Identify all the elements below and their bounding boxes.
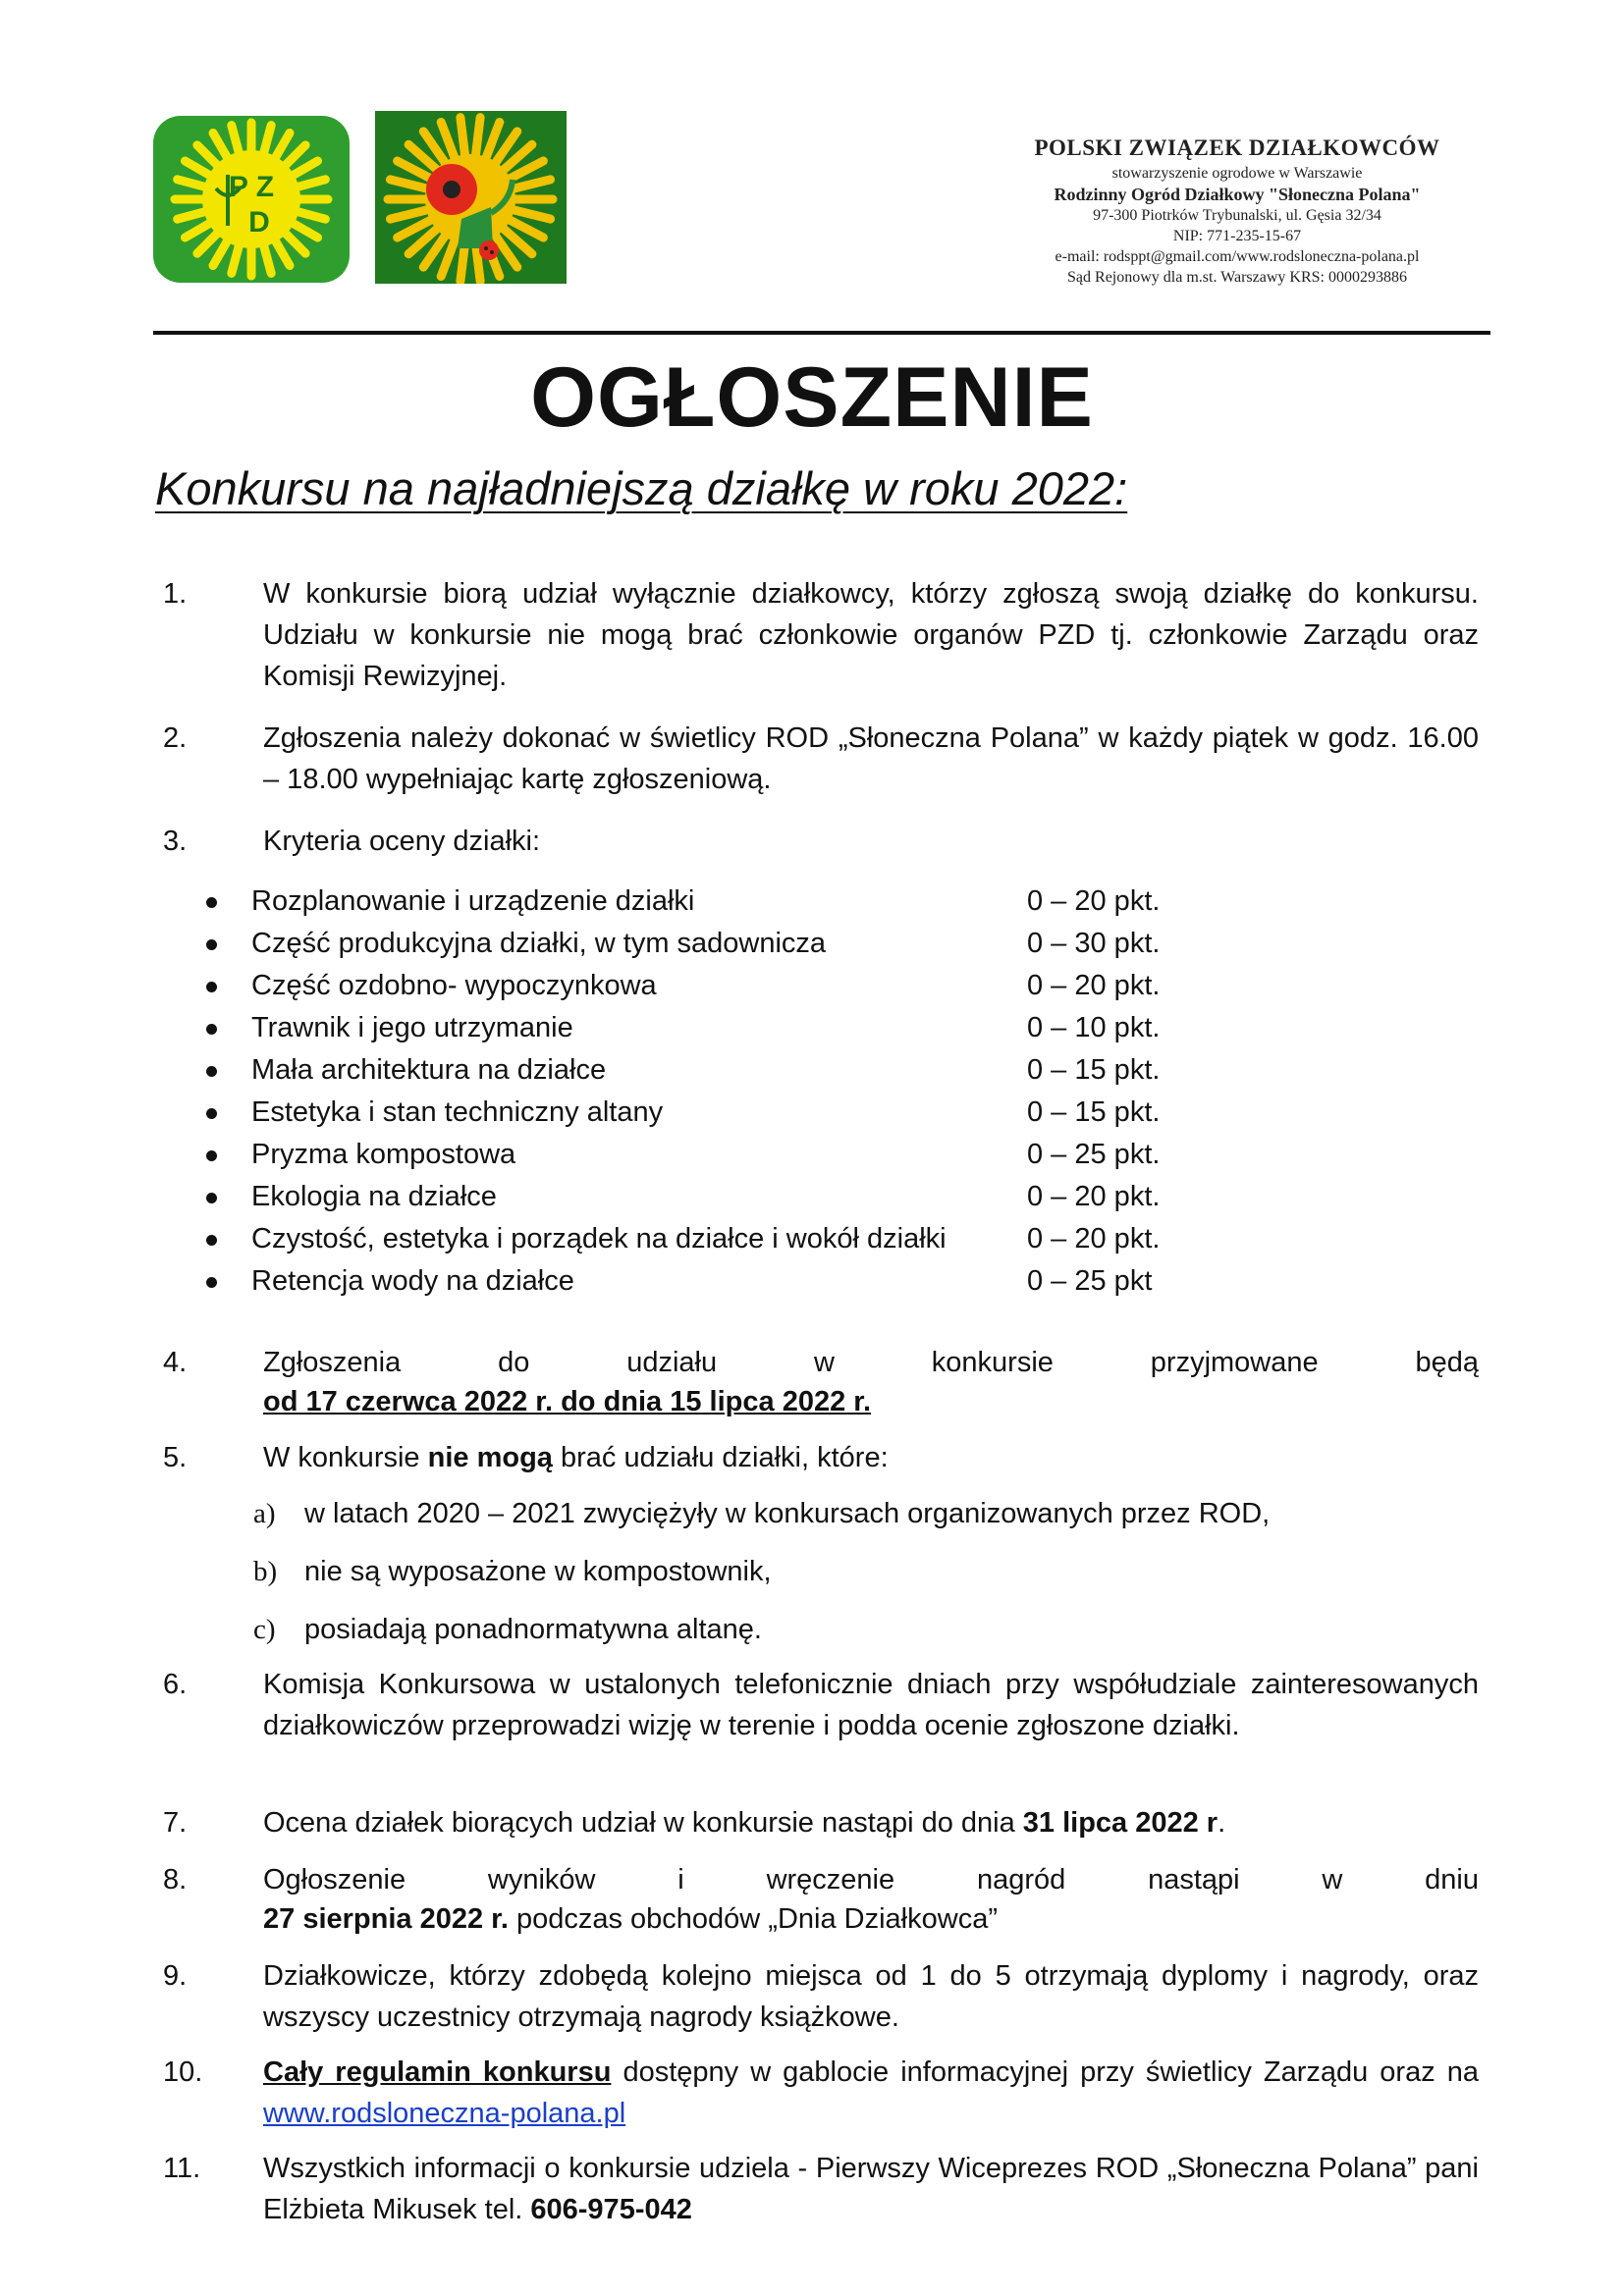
item-text: podczas obchodów „Dnia Działkowca” xyxy=(508,1903,998,1935)
bullet-icon xyxy=(206,982,217,992)
criterion-points: 0 – 20 pkt. xyxy=(1027,885,1161,917)
bullet-icon xyxy=(206,1108,217,1119)
exclusion-letter: a) xyxy=(253,1498,276,1529)
item-number: 1. xyxy=(163,578,188,610)
item-text: dostępny w gablocie informacyjnej przy świetlicy Zarządu oraz na xyxy=(611,2056,1479,2088)
bullet-icon xyxy=(206,1277,217,1288)
item-number: 9. xyxy=(163,1960,188,1992)
list-item xyxy=(163,1437,1479,1478)
exclusion-letter: b) xyxy=(253,1556,278,1587)
criterion-name: Czystość, estetyka i porządek na działce i wokół działki xyxy=(251,1223,947,1255)
criterion-row xyxy=(206,1007,1286,1049)
criterion-points: 0 – 20 pkt. xyxy=(1027,970,1161,1001)
criterion-points: 0 – 30 pkt. xyxy=(1027,928,1161,959)
item-text: Komisja Konkursowa w ustalonych telefonicznie dniach przy współudziale zainteresowanych działkowiczów przeprowadzi wizję w terenie i podda ocenie zgłoszone działki. xyxy=(263,1669,1479,1741)
criterion-name: Rozplanowanie i urządzenie działki xyxy=(251,885,695,917)
criterion-name: Retencja wody na działce xyxy=(251,1265,574,1297)
item-number: 10. xyxy=(163,2056,203,2088)
bullet-icon xyxy=(206,939,217,950)
org-court: Sąd Rejonowy dla m.st. Warszawy KRS: 0000293886 xyxy=(1067,269,1407,286)
item-text: Wszystkich informacji o konkursie udziela - Pierwszy Wiceprezes ROD „Słoneczna Polana” pani Elżbieta Mikusek tel. xyxy=(263,2153,1479,2225)
criterion-name: Pryzma kompostowa xyxy=(251,1139,516,1170)
list-item xyxy=(163,1859,1479,1940)
org-subtitle: stowarzyszenie ogrodowe w Warszawie xyxy=(1111,165,1363,182)
deadline-dates: od 17 czerwca 2022 r. do dnia 15 lipca 2022 r. xyxy=(263,1386,872,1417)
phone-number: 606-975-042 xyxy=(530,2194,692,2225)
criterion-name: Część ozdobno- wypoczynkowa xyxy=(251,970,657,1001)
item-number: 8. xyxy=(163,1864,188,1896)
svg-text:D: D xyxy=(248,206,270,239)
criterion-row xyxy=(206,965,1286,1007)
item-text: Kryteria oceny działki: xyxy=(263,826,541,857)
item-text: Zgłoszenia do udziału w konkursie przyjmowane będą xyxy=(263,1347,1479,1378)
item-number: 6. xyxy=(163,1669,188,1700)
exclusion-item xyxy=(253,1551,772,1592)
item-text: . xyxy=(1218,1807,1226,1839)
org-address: 97-300 Piotrków Trybunalski, ul. Gęsia 32/34 xyxy=(1093,207,1381,224)
emphasis: nie mogą xyxy=(427,1442,553,1473)
criterion-row xyxy=(206,881,1286,923)
bullet-icon xyxy=(206,1150,217,1161)
item-number: 3. xyxy=(163,826,188,857)
criterion-points: 0 – 10 pkt. xyxy=(1027,1012,1161,1043)
item-text: Działkowicze, którzy zdobędą kolejno miejsca od 1 do 5 otrzymają dyplomy i nagrody, oraz wszyscy uczestnicy otrzymają nagrody książkowe. xyxy=(263,1960,1479,2033)
criterion-name: Mała architektura na działce xyxy=(251,1054,607,1086)
item-text: brać udziału działki, które: xyxy=(552,1442,889,1473)
item-text: W konkursie xyxy=(263,1442,428,1473)
item-number: 2. xyxy=(163,722,188,754)
criterion-points: 0 – 20 pkt. xyxy=(1027,1223,1161,1255)
item-number: 5. xyxy=(163,1442,188,1473)
bullet-icon xyxy=(206,1024,217,1035)
list-item xyxy=(163,821,1479,862)
regulations-label: Cały regulamin konkursu xyxy=(263,2056,612,2088)
criterion-name: Ekologia na działce xyxy=(251,1181,497,1212)
exclusion-letter: c) xyxy=(253,1614,276,1645)
list-item xyxy=(163,1664,1479,1746)
website-link[interactable]: www.rodsloneczna-polana.pl xyxy=(263,2098,626,2129)
page-title: OGŁOSZENIE xyxy=(530,350,1094,445)
org-name: POLSKI ZWIĄZEK DZIAŁKOWCÓW xyxy=(1034,135,1440,160)
criterion-row xyxy=(206,1134,1286,1176)
item-text: Ogłoszenie wyników i wręczenie nagród nastąpi w dniu xyxy=(263,1864,1479,1896)
org-contact: e-mail: rodsppt@gmail.com/www.rodsloneczna-polana.pl xyxy=(1055,248,1420,265)
criterion-points: 0 – 20 pkt. xyxy=(1027,1181,1161,1212)
item-number: 7. xyxy=(163,1807,188,1839)
bullet-icon xyxy=(206,1066,217,1077)
bullet-icon xyxy=(206,1235,217,1246)
item-text: Zgłoszenia należy dokonać w świetlicy ROD „Słoneczna Polana” w każdy piątek w godz. 16.00 – 18.00 wypełniając kartę zgłoszeniową. xyxy=(263,722,1479,795)
list-item xyxy=(163,1802,1479,1843)
bullet-icon xyxy=(206,897,217,908)
criterion-points: 0 – 25 pkt xyxy=(1027,1265,1153,1297)
list-item xyxy=(163,1342,1479,1422)
header-divider xyxy=(153,331,1490,335)
exclusion-item xyxy=(253,1609,762,1650)
criterion-name: Trawnik i jego utrzymanie xyxy=(251,1012,573,1043)
criterion-row xyxy=(206,923,1286,965)
exclusion-item xyxy=(253,1493,1270,1534)
organization-header xyxy=(982,133,1492,288)
emphasis: 31 lipca 2022 r xyxy=(1022,1807,1218,1839)
rod-logo xyxy=(375,111,567,284)
criterion-row xyxy=(206,1218,1286,1260)
exclusion-text: posiadają ponadnormatywna altanę. xyxy=(304,1614,762,1645)
criterion-row xyxy=(206,1092,1286,1134)
bullet-icon xyxy=(206,1193,217,1203)
criterion-row xyxy=(206,1049,1286,1092)
item-number: 11. xyxy=(163,2153,201,2184)
emphasis: 27 sierpnia 2022 r. xyxy=(263,1903,509,1935)
criterion-name: Część produkcyjna działki, w tym sadownicza xyxy=(251,928,827,959)
garden-name: Rodzinny Ogród Działkowy "Słoneczna Polana" xyxy=(1054,185,1421,204)
criteria-list xyxy=(206,881,1286,1303)
exclusion-text: nie są wyposażone w kompostownik, xyxy=(304,1556,772,1587)
item-number: 4. xyxy=(163,1347,188,1378)
list-item xyxy=(163,718,1479,800)
criterion-row xyxy=(206,1176,1286,1218)
list-item xyxy=(163,1955,1479,2038)
list-item xyxy=(163,2148,1479,2230)
criterion-name: Estetyka i stan techniczny altany xyxy=(251,1096,664,1128)
exclusion-text: w latach 2020 – 2021 zwyciężyły w konkursach organizowanych przez ROD, xyxy=(304,1498,1271,1529)
item-text: Ocena działek biorących udział w konkursie nastąpi do dnia xyxy=(263,1807,1023,1839)
criterion-points: 0 – 15 pkt. xyxy=(1027,1096,1161,1128)
list-item xyxy=(163,2052,1479,2134)
criterion-row xyxy=(206,1260,1286,1303)
org-nip: NIP: 771-235-15-67 xyxy=(1172,228,1302,244)
list-item xyxy=(163,573,1479,697)
item-text: W konkursie biorą udział wyłącznie działkowcy, którzy zgłoszą swoją działkę do konkursu. Udziału w konkursie nie mogą brać członkowie organów PZD tj. członkowie Zarządu oraz Komisji Rewizyjnej. xyxy=(263,578,1479,692)
svg-text:P Z: P Z xyxy=(228,171,275,203)
page-subtitle: Konkursu na najładniejszą działkę w roku 2022: xyxy=(155,462,1128,514)
criterion-points: 0 – 25 pkt. xyxy=(1027,1139,1161,1170)
pzd-logo xyxy=(153,116,350,283)
criterion-points: 0 – 15 pkt. xyxy=(1027,1054,1161,1086)
